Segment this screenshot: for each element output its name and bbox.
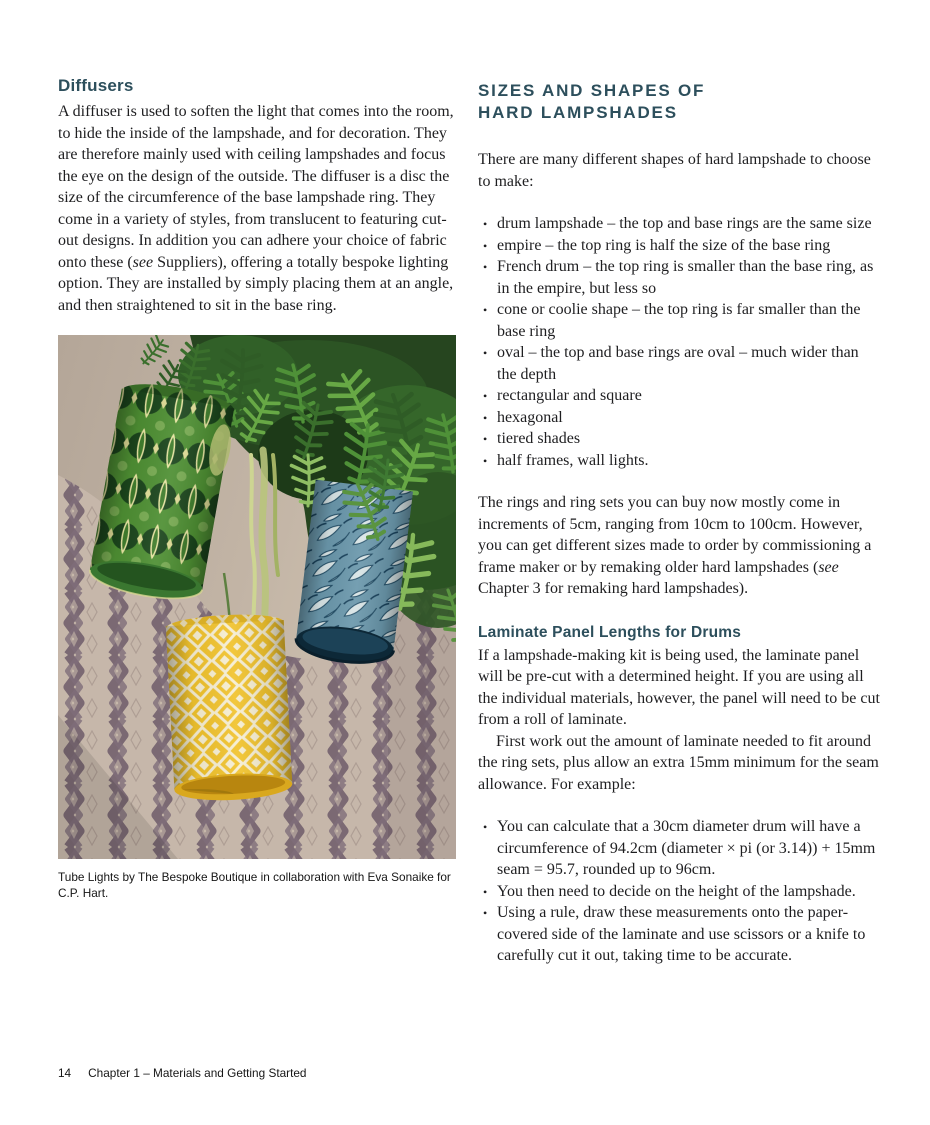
left-column xyxy=(58,76,456,902)
page-footer xyxy=(58,1066,307,1080)
list-item: • Using a rule, draw these measurements onto the paper-covered side of the laminate and use scissors or a knife to carefully cut it out, taking time to be accurate. xyxy=(497,902,880,967)
list-item: • rectangular and square xyxy=(497,385,880,407)
paragraph-italic: see xyxy=(818,558,839,576)
list-item: • half frames, wall lights. xyxy=(497,450,880,472)
list-item: • empire – the top ring is half the size of the base ring xyxy=(497,235,880,257)
paragraph-text: Suppliers), offering a totally bespoke lighting option. They are installed by simply placing them at an angle, and then straightened to sit in the base ring. xyxy=(58,253,454,314)
right-column xyxy=(478,80,880,967)
laminate-paragraph: If a lampshade-making kit is being used, the laminate panel will be pre-cut with a determined height. If you are using all the individual materials, however, the panel will need to be cut from a roll of laminate. xyxy=(478,646,880,729)
photo-tube-lights xyxy=(58,335,456,859)
calculation-bullet-list xyxy=(478,816,880,967)
list-item: • French drum – the top ring is smaller than the base ring, as in the empire, but less so xyxy=(497,256,880,299)
heading-line: SIZES AND SHAPES OF xyxy=(478,81,706,100)
paragraph-text: A diffuser is used to soften the light that comes into the room, to hide the inside of the lampshade, and for decoration. They are therefore mainly used with ceiling lampshades and focus the eye on the design of the outside. The diffuser is a disc the size of the circumference of the base lampshade ring. They come in a variety of styles, from translucent to featuring cut-out designs. In addition you can adhere your choice of fabric onto these ( xyxy=(58,103,454,271)
heading-line: HARD LAMPSHADES xyxy=(478,103,678,123)
list-item: • You then need to decide on the height of the lampshade. xyxy=(497,881,880,903)
shape-bullet-list xyxy=(478,213,880,471)
page-number: 14 xyxy=(58,1066,72,1080)
tube-lights-photo-illustration xyxy=(58,335,456,859)
section-heading-diffusers: Diffusers xyxy=(58,76,134,95)
list-item: • You can calculate that a 30cm diameter drum will have a circumference of 94.2cm (diameter × pi (or 3.14)) + 15mm seam = 95.7, rounded up to 96cm. xyxy=(497,816,880,881)
list-item: • hexagonal xyxy=(497,407,880,429)
list-item: • drum lampshade – the top and base rings are the same size xyxy=(497,213,880,235)
paragraph-text: The rings and ring sets you can buy now mostly come in increments of 5cm, ranging from 10cm to 100cm. However, you can get different sizes made to order by commissioning a frame maker or by remaking older hard lampshades ( xyxy=(478,494,872,576)
yellow-lampshade xyxy=(165,612,293,803)
footer-chapter-title: Chapter 1 – Materials and Getting Started xyxy=(88,1066,307,1080)
rings-paragraph xyxy=(478,492,880,600)
first-work-paragraph: First work out the amount of laminate needed to fit around the ring sets, plus allow an extra 15mm minimum for the seam allowance. For example: xyxy=(478,732,879,793)
list-item: • cone or coolie shape – the top ring is far smaller than the base ring xyxy=(497,299,880,342)
section-heading-sizes-shapes xyxy=(478,80,880,124)
subsection-heading-laminate: Laminate Panel Lengths for Drums xyxy=(478,623,742,641)
diffusers-paragraph xyxy=(58,101,456,316)
paragraph-text: Chapter 3 for remaking hard lampshades). xyxy=(478,580,749,598)
paragraph-italic: see xyxy=(132,253,154,271)
list-item: • oval – the top and base rings are oval – much wider than the depth xyxy=(497,342,880,385)
photo-caption: Tube Lights by The Bespoke Boutique in collaboration with Eva Sonaike for C.P. Hart. xyxy=(58,870,451,901)
intro-paragraph: There are many different shapes of hard lampshade to choose to make: xyxy=(478,151,871,190)
list-item: • tiered shades xyxy=(497,428,880,450)
